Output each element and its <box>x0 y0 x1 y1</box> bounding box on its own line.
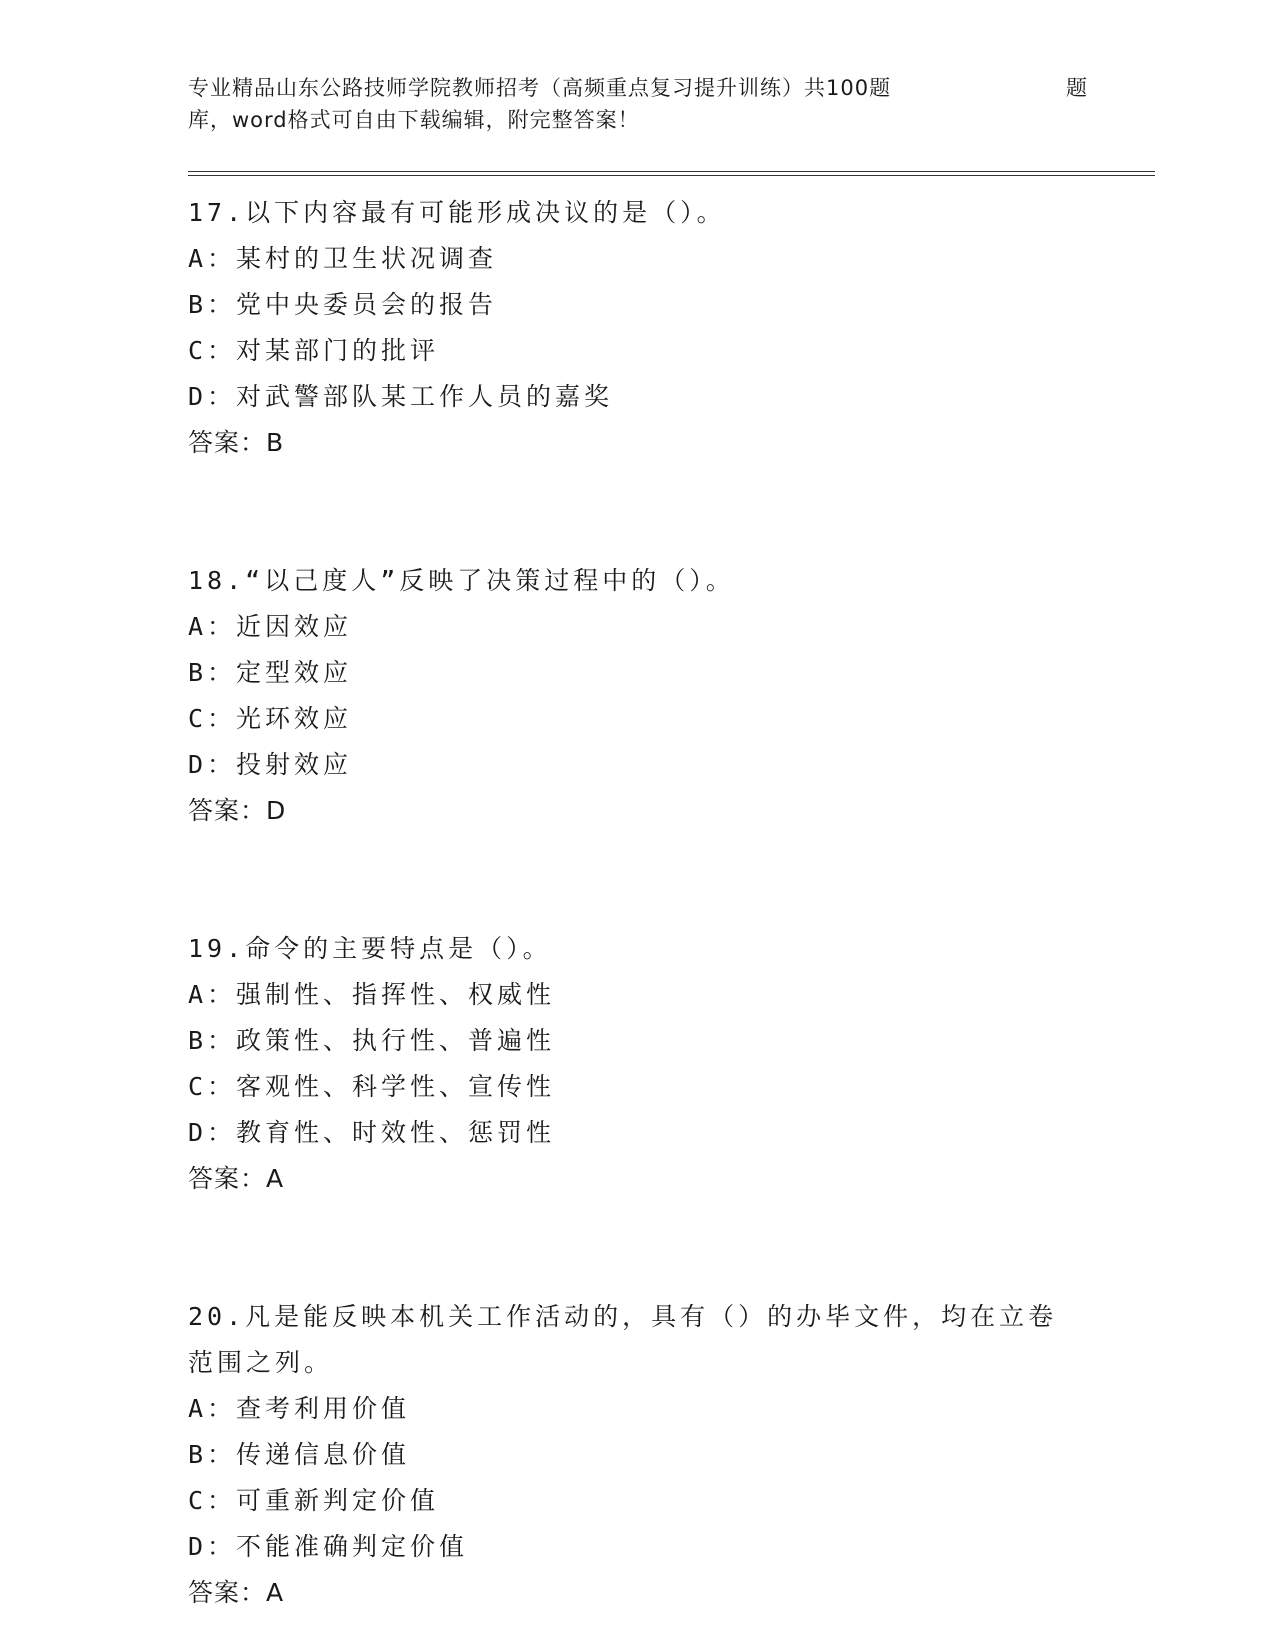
answer: 答案：A <box>188 1164 285 1193</box>
option-d: D：不能准确判定价值 <box>188 1532 469 1561</box>
question-17 <box>188 190 1068 466</box>
header-title-tail: 题 <box>1066 76 1088 100</box>
option-b: B：政策性、执行性、普遍性 <box>188 1026 556 1055</box>
option-a: A：查考利用价值 <box>188 1394 411 1423</box>
option-d: D：投射效应 <box>188 750 353 779</box>
option-c: C：光环效应 <box>188 704 353 733</box>
header-line-1 <box>188 72 1088 104</box>
option-c: C：客观性、科学性、宣传性 <box>188 1072 556 1101</box>
option-b: B：定型效应 <box>188 658 353 687</box>
question-20 <box>188 1294 1068 1616</box>
question-stem: 17.以下内容最有可能形成决议的是（）。 <box>188 198 726 227</box>
option-d: D：对武警部队某工作人员的嘉奖 <box>188 382 614 411</box>
answer: 答案：B <box>188 428 285 457</box>
header-rule-top <box>188 171 1155 172</box>
answer: 答案：D <box>188 796 287 825</box>
answer: 答案：A <box>188 1578 285 1607</box>
option-a: A：近因效应 <box>188 612 353 641</box>
option-b: B：传递信息价值 <box>188 1440 411 1469</box>
option-b: B：党中央委员会的报告 <box>188 290 498 319</box>
question-18 <box>188 558 1068 834</box>
question-stem: 19.命令的主要特点是（）。 <box>188 934 552 963</box>
header-rule-bottom <box>188 175 1155 176</box>
question-19 <box>188 926 1068 1202</box>
header-title: 专业精品山东公路技师学院教师招考（高频重点复习提升训练）共100题 <box>188 76 892 100</box>
header-line-2: 库，word格式可自由下载编辑，附完整答案！ <box>188 108 640 132</box>
option-a: A：某村的卫生状况调查 <box>188 244 498 273</box>
question-stem: 20.凡是能反映本机关工作活动的，具有（）的办毕文件，均在立卷范围之列。 <box>188 1302 1058 1377</box>
question-stem: 18.“以己度人”反映了决策过程中的（）。 <box>188 566 735 595</box>
option-c: C：可重新判定价值 <box>188 1486 440 1515</box>
option-c: C：对某部门的批评 <box>188 336 440 365</box>
question-list <box>188 190 1068 1616</box>
document-header <box>188 72 1088 136</box>
option-a: A：强制性、指挥性、权威性 <box>188 980 556 1009</box>
option-d: D：教育性、时效性、惩罚性 <box>188 1118 556 1147</box>
